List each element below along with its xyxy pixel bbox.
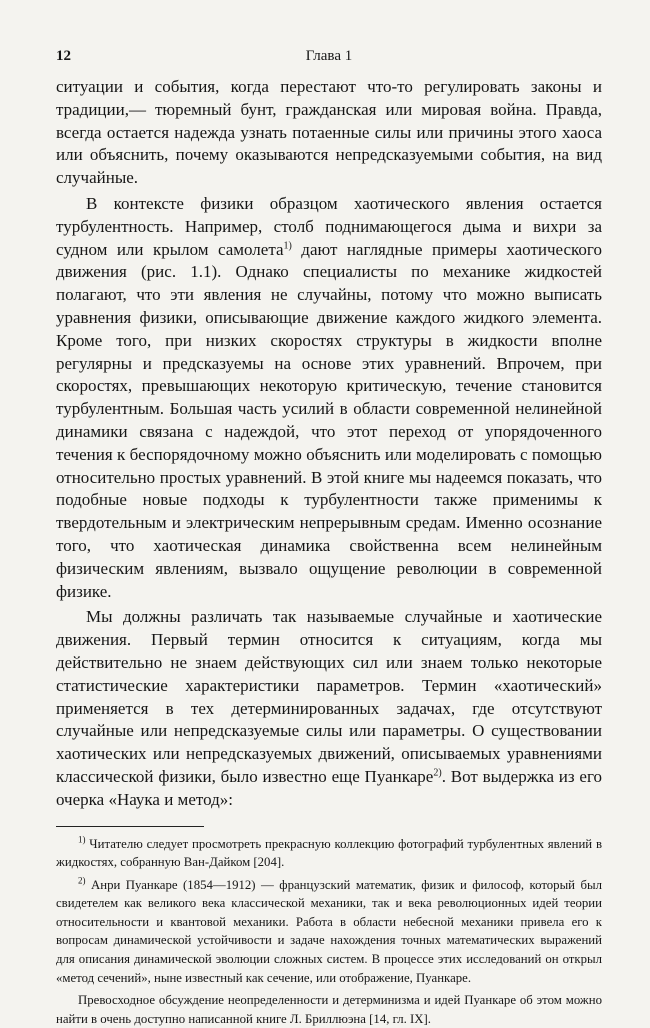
footnote-divider [56,826,204,827]
footnote-ref-1: 1) [284,240,292,251]
chapter-title: Глава 1 [56,48,602,65]
footnote-ref-2: 2) [433,767,441,778]
paragraph-2: В контексте физики образцом хаотического явления остается турбулентность. Например, столб поднимающегося дыма и вихри за судном или крылом самолета$^{1)}$ дают наглядные примеры хаотического движения (рис. 1.1). Однако специалисты по механике жидкостей полагают, что эти явления не случайны, потому что можно выписать уравнения физики, описывающие движение каждого жидкого элемента. Кроме того, при низких скоростях структуры в жидкости вполне регулярны и предсказуемы на основе этих уравнений. Впрочем, при скоростях, превышающих некоторую критическую, течение становится турбулентным. Большая часть усилий в области современной нелинейной динамики связана с надеждой, что этот переход от упорядоченного течения к беспорядочному можно объяснить или моделировать с помощью относительно простых уравнений. В этой книге мы надеемся показать, что подобные новые подходы к турбулентности также применимы к твердотельным и электрическим непрерывным средам. Именно осознание того, что хаотическая динамика свойственна всем нелинейным физическим явлениям, вызвало ощущение революции в современной физике. [56,193,602,603]
paragraph-1: ситуации и события, когда перестают что-то регулировать законы и традиции,— тюремный бунт, гражданская или мировая война. Правда, всегда остается надежда узнать потаенные силы или причины этого хаоса или объяснить, почему оказываются непредсказуемыми события, на вид случайные. [56,76,602,190]
footnote-3: Превосходное обсуждение неопределенности и детерминизма и идей Пуанкаре об этом можно найти в очень доступно написанной книге Л. Бриллюэна [14, гл. IX]. [56,991,602,1028]
main-text [56,76,602,812]
page-number: 12 [56,48,71,65]
footnote-1: $^{1)}$ Читателю следует просмотреть прекрасную коллекцию фотографий турбулентных явлений в жидкостях, собранную Ван-Дайком [204]. [56,835,602,872]
page-header [56,40,602,64]
paragraph-3: Мы должны различать так называемые случайные и хаотические движения. Первый термин относится к ситуациям, когда мы действительно не знаем действующих сил или знаем только некоторые статистические характеристики параметров. Термин «хаотический» применяется в тех детерминированных задачах, где отсутствуют случайные или непредсказуемые силы или параметры. О существовании хаотических или непредсказуемых движений, описываемых уравнениями классической физики, было известно еще Пуанкаре$^{2)}$. Вот выдержка из его очерка «Наука и метод»: [56,606,602,811]
footnotes [56,835,602,1028]
footnote-2: $^{2)}$ Анри Пуанкаре (1854—1912) — французский математик, физик и философ, который был свидетелем как великого века классической механики, так и века революционных идей теории относительности и квантовой механики. Работа в области небесной механики привела его к вопросам динамической устойчивости и задаче нахождения точных математических выражений для описания динамической эволюции сложных систем. В процессе этих исследований он открыл «метод сечений», ныне известный как сечение, или отображение, Пуанкаре. [56,876,602,988]
book-page [56,40,602,1028]
